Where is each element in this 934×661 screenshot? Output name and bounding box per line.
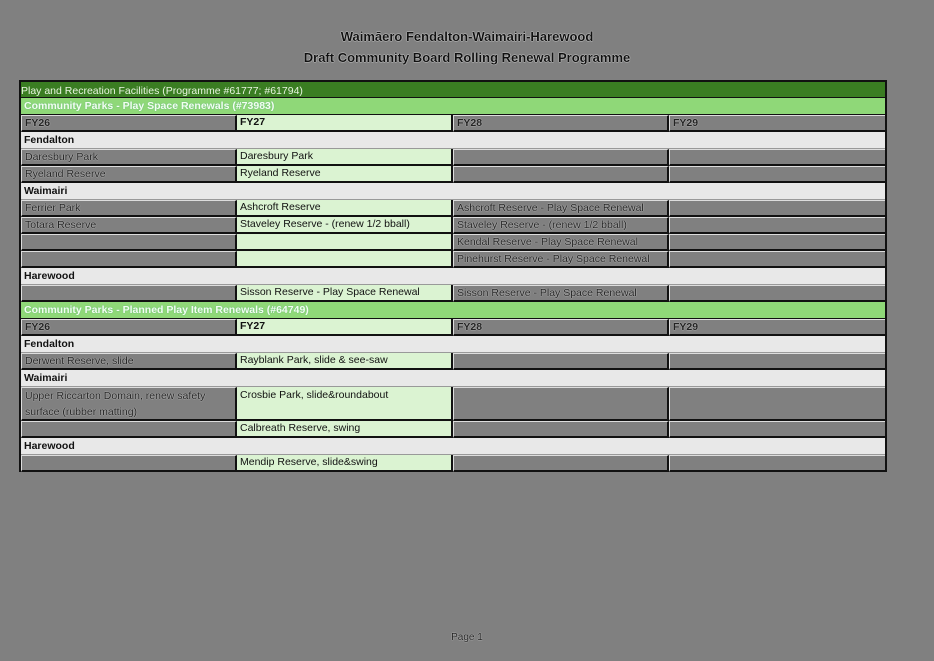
cell-fy26	[21, 251, 237, 268]
header-fy26: FY26	[21, 115, 237, 132]
cell-fy27: Ryeland Reserve	[237, 166, 453, 183]
table-row	[21, 353, 885, 370]
cell-fy28	[453, 387, 669, 421]
cell-fy29	[669, 455, 885, 472]
table-row	[21, 285, 885, 302]
cell-fy29	[669, 234, 885, 251]
cell-fy28: Ashcroft Reserve - Play Space Renewal	[453, 200, 669, 217]
cell-fy26	[21, 285, 237, 302]
cell-fy26	[21, 234, 237, 251]
cell-fy29	[669, 166, 885, 183]
cell-fy29	[669, 353, 885, 370]
cell-fy28	[453, 353, 669, 370]
table-row	[21, 217, 885, 234]
table-row	[21, 234, 885, 251]
cell-fy29	[669, 200, 885, 217]
header-fy27: FY27	[237, 115, 453, 132]
cell-fy27	[237, 251, 453, 268]
area-label: Fendalton	[21, 336, 885, 353]
page-number: Page 1	[451, 632, 483, 643]
area-label: Waimairi	[21, 183, 885, 200]
cell-fy27: Ashcroft Reserve	[237, 200, 453, 217]
header-fy29: FY29	[669, 319, 885, 336]
cell-fy28	[453, 455, 669, 472]
cell-fy26	[21, 421, 237, 438]
cell-fy26: Totara Reserve	[21, 217, 237, 234]
header-fy28: FY28	[453, 115, 669, 132]
cell-fy29	[669, 387, 885, 421]
cell-fy26: Ryeland Reserve	[21, 166, 237, 183]
header-fy29: FY29	[669, 115, 885, 132]
area-label: Waimairi	[21, 370, 885, 387]
table-row	[21, 455, 885, 472]
cell-fy26: Upper Riccarton Domain, renew safety surface (rubber matting)	[21, 387, 237, 421]
programme-banner: Play and Recreation Facilities (Programme #61777; #61794)	[21, 80, 885, 98]
cell-fy28	[453, 166, 669, 183]
header-row	[21, 115, 885, 132]
cell-fy28	[453, 421, 669, 438]
document-subtitle: Draft Community Board Rolling Renewal Programme	[303, 50, 631, 65]
renewal-programme-table	[19, 80, 887, 472]
table-row	[21, 387, 885, 421]
cell-fy27: Calbreath Reserve, swing	[237, 421, 453, 438]
document-title: Waimāero Fendalton-Waimairi-Harewood	[340, 29, 594, 44]
table-row	[21, 421, 885, 438]
area-label: Harewood	[21, 438, 885, 455]
cell-fy27: Mendip Reserve, slide&swing	[237, 455, 453, 472]
area-label: Harewood	[21, 268, 885, 285]
cell-fy27: Sisson Reserve - Play Space Renewal	[237, 285, 453, 302]
header-fy28: FY28	[453, 319, 669, 336]
cell-fy28: Kendal Reserve - Play Space Renewal	[453, 234, 669, 251]
cell-fy27: Daresbury Park	[237, 149, 453, 166]
cell-fy27: Staveley Reserve - (renew 1/2 bball)	[237, 217, 453, 234]
cell-fy28: Pinehurst Reserve - Play Space Renewal	[453, 251, 669, 268]
section-title: Community Parks - Planned Play Item Renewals (#64749)	[21, 302, 885, 319]
cell-fy28: Sisson Reserve - Play Space Renewal	[453, 285, 669, 302]
header-fy26: FY26	[21, 319, 237, 336]
cell-fy29	[669, 285, 885, 302]
cell-fy26: Daresbury Park	[21, 149, 237, 166]
table-row	[21, 251, 885, 268]
table-row	[21, 166, 885, 183]
cell-fy26: Derwent Reserve, slide	[21, 353, 237, 370]
cell-fy26: Ferrier Park	[21, 200, 237, 217]
cell-fy27	[237, 234, 453, 251]
cell-fy28	[453, 149, 669, 166]
cell-fy29	[669, 421, 885, 438]
section-title: Community Parks - Play Space Renewals (#73983)	[21, 98, 885, 115]
cell-fy27: Rayblank Park, slide & see-saw	[237, 353, 453, 370]
cell-fy27: Crosbie Park, slide&roundabout	[237, 387, 453, 421]
header-fy27: FY27	[237, 319, 453, 336]
cell-fy29	[669, 251, 885, 268]
area-label: Fendalton	[21, 132, 885, 149]
table-row	[21, 200, 885, 217]
table-row	[21, 149, 885, 166]
cell-fy29	[669, 149, 885, 166]
header-row	[21, 319, 885, 336]
cell-fy26	[21, 455, 237, 472]
cell-fy29	[669, 217, 885, 234]
cell-fy28: Staveley Reserve - (renew 1/2 bball)	[453, 217, 669, 234]
